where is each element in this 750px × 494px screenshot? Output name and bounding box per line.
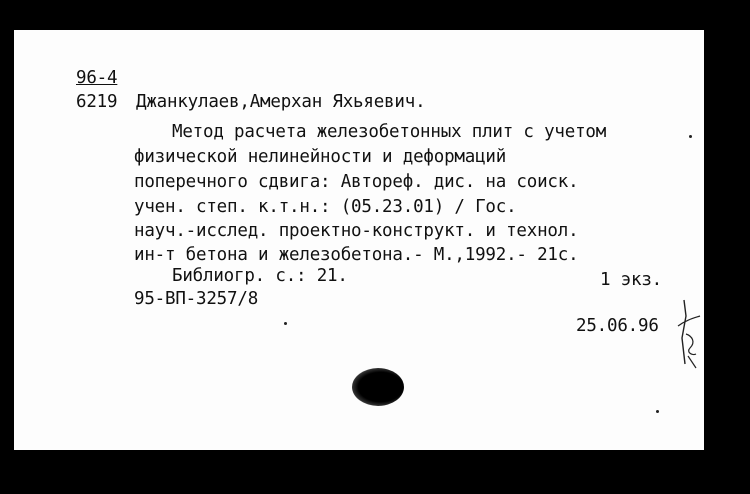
title-line: физической нелинейности и деформаций bbox=[134, 147, 507, 167]
shelfmark: 96-4 bbox=[76, 68, 118, 88]
ink-speck bbox=[656, 410, 659, 413]
ink-speck bbox=[689, 135, 692, 138]
ink-speck bbox=[284, 322, 287, 325]
catalog-card bbox=[14, 30, 704, 450]
record-code: 95-ВП-3257/8 bbox=[134, 289, 259, 309]
title-line: ин-т бетона и железобетона.- М.,1992.- 21с. bbox=[134, 245, 579, 265]
title-line: Метод расчета железобетонных плит с учетом bbox=[172, 122, 607, 142]
card-date: 25.06.96 bbox=[576, 316, 659, 336]
title-line: поперечного сдвига: Автореф. дис. на соиск. bbox=[134, 172, 579, 192]
author-name: Джанкулаев,Амерхан Яхьяевич. bbox=[136, 92, 426, 112]
title-line: учен. степ. к.т.н.: (05.23.01) / Гос. bbox=[134, 197, 517, 217]
title-line: науч.-исслед. проектно-конструкт. и технол. bbox=[134, 221, 579, 241]
bibliography-note: Библиогр. с.: 21. bbox=[172, 266, 348, 286]
copies-count: 1 экз. bbox=[600, 270, 663, 290]
ink-blot bbox=[352, 368, 404, 406]
inventory-number: 6219 bbox=[76, 92, 118, 112]
handwritten-signature bbox=[676, 298, 704, 370]
